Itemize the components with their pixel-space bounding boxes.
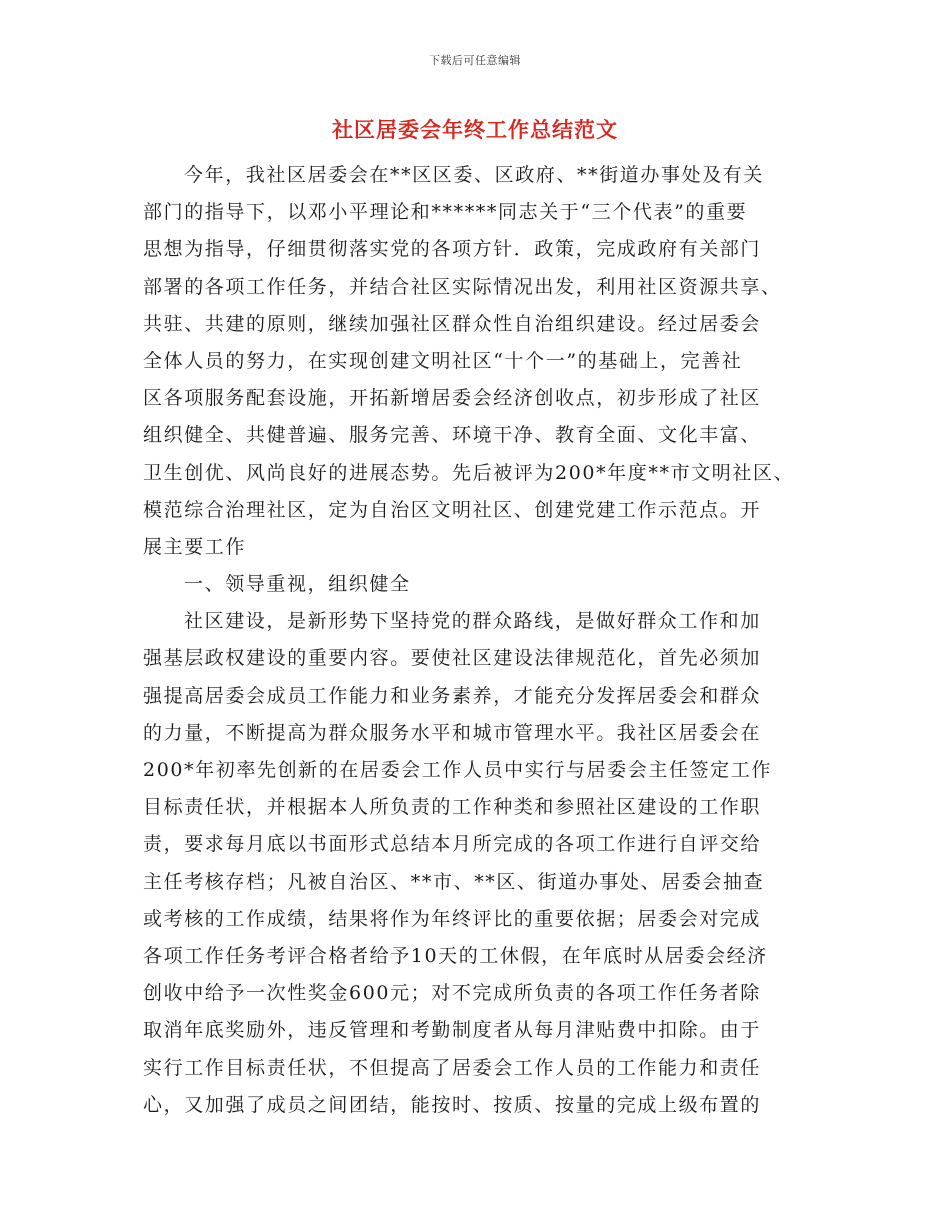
section-heading: 一、领导重视，组织健全 — [184, 573, 411, 596]
paragraph-line: 卫生创优、风尚良好的进展态势。先后被评为200*年度**市文明社区、 — [143, 461, 795, 484]
paragraph-line: 主任考核存档；凡被自治区、**市、**区、街道办事处、居委会抽查 — [143, 870, 765, 893]
paragraph-line: 实行工作目标责任状，不但提高了居委会工作人员的工作能力和责任 — [143, 1056, 762, 1079]
paragraph-line: 心，又加强了成员之间团结，能按时、按质、按量的完成上级布置的 — [143, 1093, 762, 1116]
paragraph-line: 强提高居委会成员工作能力和业务素养，才能充分发挥居委会和群众 — [143, 684, 762, 707]
paragraph-line: 区各项服务配套设施，开拓新增居委会经济创收点，初步形成了社区 — [143, 387, 762, 410]
paragraph-line: 200*年初率先创新的在居委会工作人员中实行与居委会主任签定工作 — [143, 759, 772, 781]
paragraph-line: 责，要求每月底以书面形式总结本月所完成的各项工作进行自评交给 — [143, 833, 762, 856]
paragraph-line: 部门的指导下，以邓小平理论和******同志关于“三个代表”的重要 — [143, 201, 748, 224]
header-note: 下载后可任意编辑 — [429, 54, 521, 67]
paragraph-line: 社区建设，是新形势下坚持党的群众路线，是做好群众工作和加 — [184, 610, 761, 633]
paragraph-line: 强基层政权建设的重要内容。要使社区建设法律规范化，首先必须加 — [143, 647, 762, 670]
paragraph-line: 全体人员的努力，在实现创建文明社区“十个一”的基础上，完善社 — [143, 349, 743, 372]
document-title: 社区居委会年终工作总结范文 — [332, 118, 618, 142]
paragraph-line: 思想为指导，仔细贯彻落实党的各项方针．政策，完成政府有关部门 — [143, 238, 762, 261]
paragraph-line: 取消年底奖励外，违反管理和考勤制度者从每月津贴费中扣除。由于 — [143, 1019, 762, 1042]
paragraph-line: 创收中给予一次性奖金600元；对不完成所负责的各项工作任务者除 — [143, 982, 761, 1005]
paragraph-line: 模范综合治理社区，定为自治区文明社区、创建党建工作示范点。开 — [143, 498, 762, 521]
paragraph-line: 今年，我社区居委会在**区区委、区政府、**街道办事处及有关 — [184, 164, 765, 186]
paragraph-line: 目标责任状，并根据本人所负责的工作种类和参照社区建设的工作职 — [143, 796, 762, 819]
paragraph-line: 展主要工作 — [143, 535, 247, 558]
paragraph-line: 的力量，不断提高为群众服务水平和城市管理水平。我社区居委会在 — [143, 721, 762, 744]
paragraph-line: 共驻、共建的原则，继续加强社区群众性自治组织建设。经过居委会 — [143, 312, 762, 335]
paragraph-line: 组织健全、共健普遍、服务完善、环境干净、教育全面、文化丰富、 — [143, 424, 762, 447]
paragraph-line: 或考核的工作成绩，结果将作为年终评比的重要依据；居委会对完成 — [143, 907, 762, 930]
paragraph-line: 部署的各项工作任务，并结合社区实际情况出发，利用社区资源共享、 — [143, 275, 782, 298]
document-body — [143, 157, 808, 1124]
paragraph-line: 各项工作任务考评合格者给予10天的工休假，在年底时从居委会经济 — [143, 944, 768, 967]
